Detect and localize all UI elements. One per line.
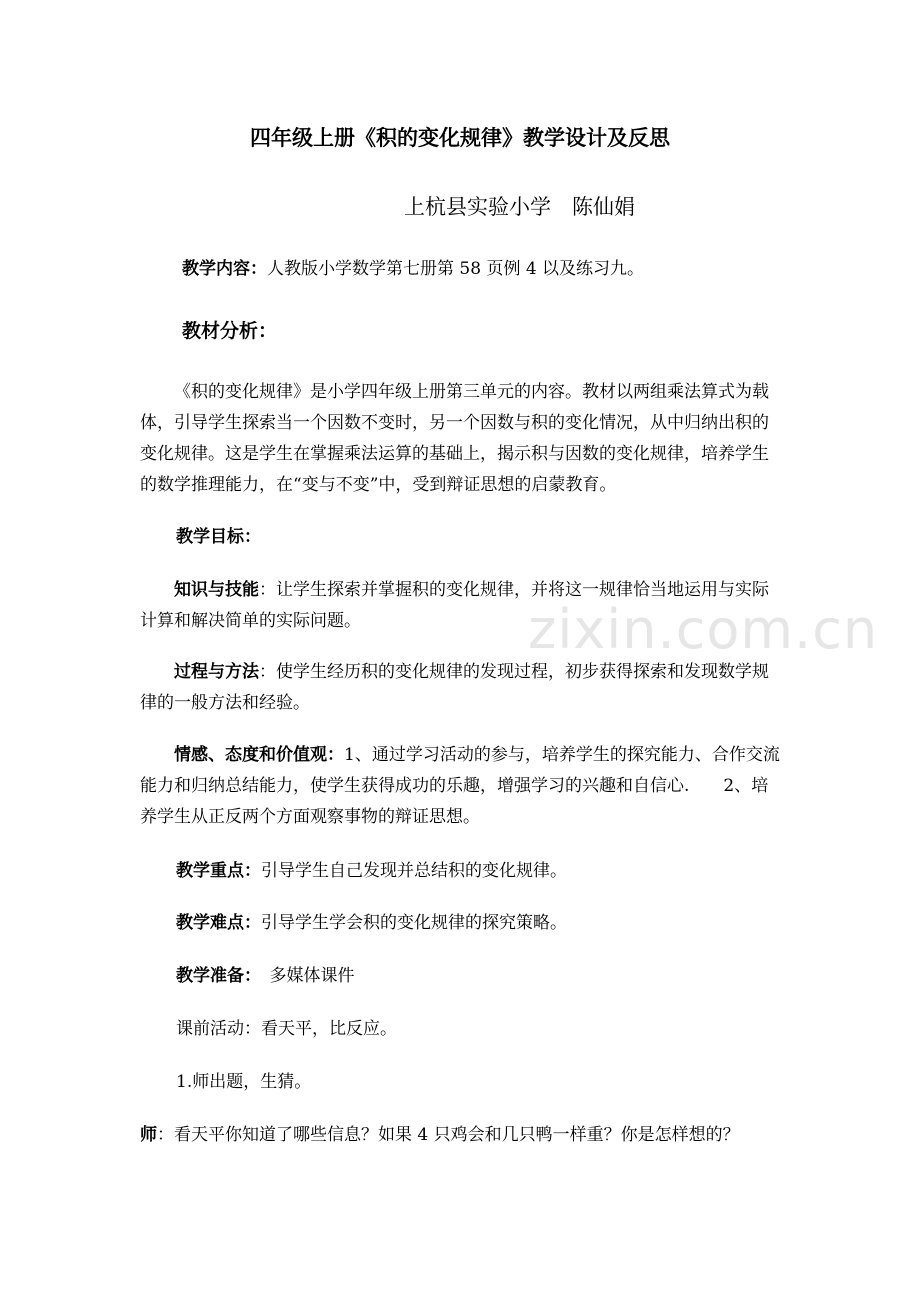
goals-heading [176,522,776,553]
teaching-content-text: 人教版小学数学第七册第 58 页例 4 以及练习九。 [267,259,645,279]
teacher-label: 师 [140,1125,157,1145]
step-one: 1.师出题，生猜。 [176,1072,312,1092]
watermark: zixin.com.cn [528,598,879,661]
process-methods-text: ：使学生经历积的变化规律的发现过程，初步获得探索和发现数学规律的一般方法和经验。 [140,662,769,713]
teacher-question [140,1120,800,1151]
difficulty-text: 引导学生学会积的变化规律的探究策略。 [261,913,567,933]
difficulty [176,908,776,939]
process-methods [140,657,780,719]
key-point-label: 教学重点： [176,861,261,881]
difficulty-label: 教学难点： [176,913,261,933]
goals-heading-label: 教学目标： [176,527,261,547]
emotion-values-label: 情感、态度和价值观： [174,745,344,765]
emotion-values-text: 1、通过学习活动的参与，培养学生的探究能力、合作交流能力和归纳总结能力，使学生获得成功的乐趣，增强学习的兴趣和自信心. 2、培养学生从正反两个方面观察事物的辩证思想。 [140,745,780,827]
preparation-label: 教学准备： [176,966,253,986]
analysis-paragraph: 《积的变化规律》是小学四年级上册第三单元的内容。教材以两组乘法算式为载体，引导学生探索当一个因数不变时，另一个因数与积的变化情况，从中归纳出积的变化规律。这是学生在掌握乘法运算的基础上，揭示积与因数的变化规律，培养学生的数学推理能力，在“变与不变”中，受到辩证思想的启蒙教育。 [140,382,769,495]
document-title: 四年级上册《积的变化规律》教学设计及反思 [250,126,670,150]
preparation-text: 多媒体课件 [252,966,355,986]
teacher-text: ：看天平你知道了哪些信息？如果 4 只鸡会和几只鸭一样重？你是怎样想的？ [157,1125,740,1145]
pre-class-activity: 课前活动：看天平，比反应。 [176,1019,397,1039]
emotion-values [140,740,780,833]
teaching-content-label: 教学内容： [182,259,267,279]
analysis-heading: 教材分析： [182,320,278,342]
knowledge-skills-label: 知识与技能 [174,580,259,600]
preparation [176,961,776,992]
teaching-content [182,254,782,285]
knowledge-skills [140,575,780,637]
key-point [176,856,776,887]
process-methods-label: 过程与方法 [174,662,259,682]
knowledge-skills-text: ：让学生探索并掌握积的变化规律，并将这一规律恰当地运用与实际计算和解决简单的实际问题。 [140,580,769,631]
document-author: 上杭县实验小学 陈仙娟 [404,195,635,219]
key-point-text: 引导学生自己发现并总结积的变化规律。 [261,861,567,881]
